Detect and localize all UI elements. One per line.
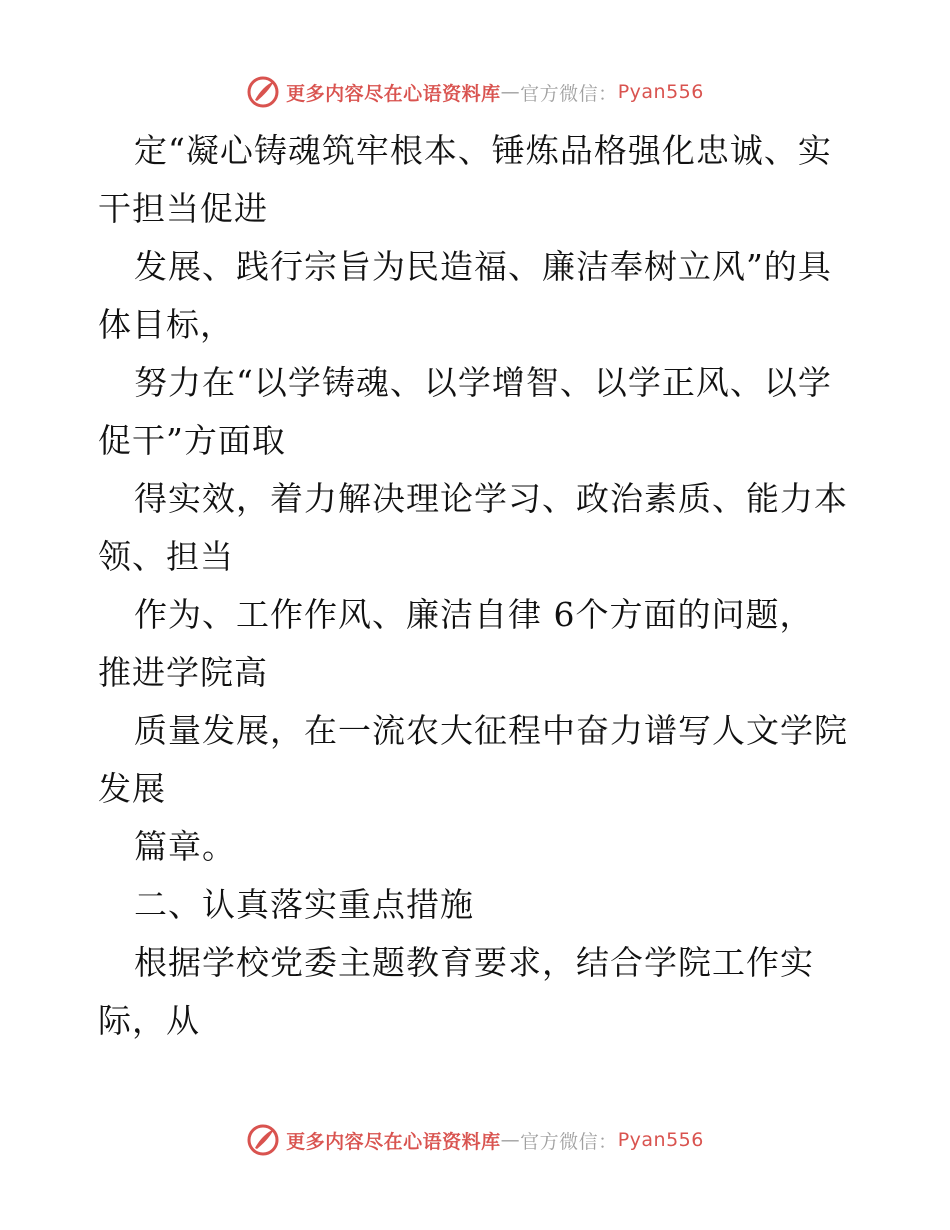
- text-line: 体目标，: [98, 305, 234, 344]
- text-line: 努力在“以学铸魂、以学增智、以学正风、以学: [134, 363, 832, 402]
- watermark-main-text: 更多内容尽在心语资料库: [286, 82, 501, 105]
- text-line: 篇章。: [134, 827, 236, 866]
- text-line: 领、担当: [98, 537, 234, 576]
- watermark-separator: —: [500, 1129, 521, 1151]
- text-line: 发展: [98, 769, 166, 808]
- watermark-wechat-label: 官方微信：: [520, 1130, 618, 1153]
- text-line: 质量发展，在一流农大征程中奋力谱写人文学院: [134, 711, 848, 750]
- document-body: [98, 122, 858, 1050]
- watermark-wechat-label: 官方微信：: [520, 82, 618, 105]
- text-line: 干担当促进: [98, 189, 268, 228]
- header-watermark: [0, 72, 950, 112]
- text-line: 促干”方面取: [98, 421, 286, 460]
- text-line: 二、认真落实重点措施: [134, 885, 474, 924]
- text-line: 得实效，着力解决理论学习、政治素质、能力本: [134, 479, 848, 518]
- text-line: 根据学校党委主题教育要求，结合学院工作实: [134, 943, 814, 982]
- footer-watermark: [0, 1120, 950, 1160]
- text-line: 推进学院高: [98, 653, 268, 692]
- watermark-main-text: 更多内容尽在心语资料库: [286, 1130, 501, 1153]
- text-line: 定“凝心铸魂筑牢根本、锤炼品格强化忠诚、实: [134, 131, 832, 170]
- feather-logo-icon: [246, 75, 280, 109]
- watermark-separator: —: [500, 81, 521, 103]
- watermark-wechat-id: Pyan556: [617, 1129, 704, 1151]
- watermark-wechat-id: Pyan556: [617, 81, 704, 103]
- text-line: 发展、践行宗旨为民造福、廉洁奉树立风”的具: [134, 247, 832, 286]
- text-line: 际，从: [98, 1001, 200, 1040]
- text-line: 作为、工作作风、廉洁自律 6个方面的问题，: [134, 595, 814, 634]
- feather-logo-icon: [246, 1123, 280, 1157]
